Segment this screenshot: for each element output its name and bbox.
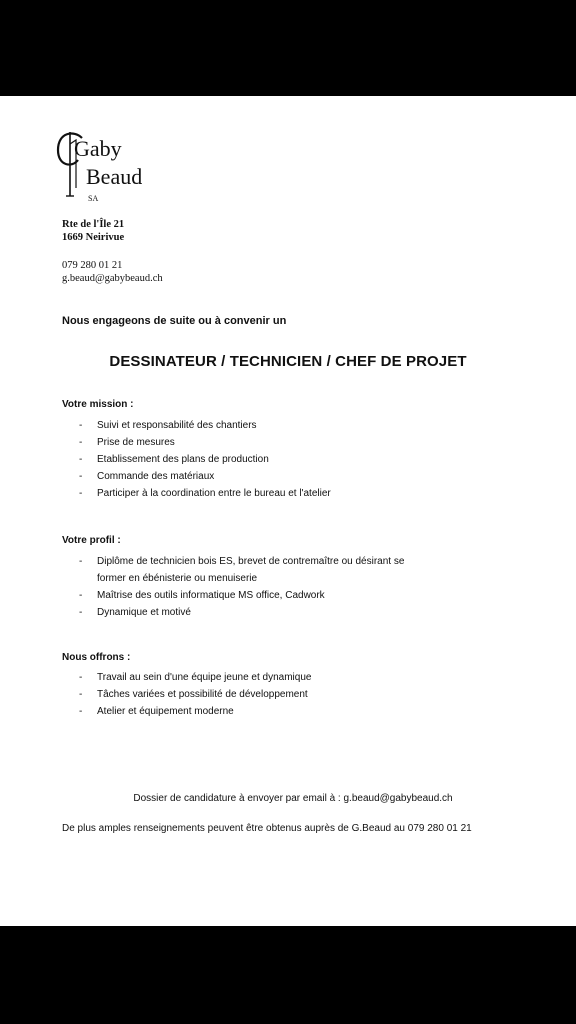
list-item [62, 451, 331, 468]
dash: - [79, 454, 83, 465]
dash: - [79, 471, 83, 482]
list-item [62, 468, 331, 485]
intro-text: Nous engageons de suite ou à convenir un [62, 315, 287, 327]
profil-list [62, 553, 404, 621]
dash: - [79, 420, 83, 431]
info-contact-line: De plus amples renseignements peuvent être obtenus auprès de G.Beaud au 079 280 01 21 [62, 823, 472, 834]
address-street: Rte de l'Île 21 [62, 219, 125, 230]
company-address [62, 218, 124, 244]
document-page [0, 96, 576, 926]
dash: - [79, 607, 83, 618]
list-item-text-continued: former en ébénisterie ou menuiserie [97, 573, 258, 584]
list-item-text: Prise de mesures [97, 437, 175, 448]
company-logo [52, 124, 172, 204]
list-item-text: Tâches variées et possibilité de développement [97, 689, 308, 700]
top-black-bar [0, 0, 576, 96]
list-item [62, 553, 404, 587]
dash: - [79, 689, 83, 700]
list-item [62, 703, 311, 720]
mission-title: Votre mission : [62, 399, 134, 410]
job-title: DESSINATEUR / TECHNICIEN / CHEF DE PROJET [109, 353, 467, 370]
dash: - [79, 590, 83, 601]
dash: - [79, 706, 83, 717]
list-item-text: Dynamique et motivé [97, 607, 191, 618]
dash: - [79, 437, 83, 448]
list-item-text: Suivi et responsabilité des chantiers [97, 420, 257, 431]
logo-sa: SA [88, 194, 99, 203]
list-item-text: Etablissement des plans de production [97, 454, 269, 465]
list-item [62, 686, 311, 703]
list-item [62, 587, 404, 604]
list-item [62, 604, 404, 621]
address-city: 1669 Neirivue [62, 232, 125, 243]
list-item-text: Participer à la coordination entre le bureau et l'atelier [97, 488, 331, 499]
application-instructions: Dossier de candidature à envoyer par email à : g.beaud@gabybeaud.ch [133, 793, 453, 804]
dash: - [79, 672, 83, 683]
contact-phone: 079 280 01 21 [62, 260, 123, 271]
logo-line-gaby: Gaby [74, 136, 122, 161]
offrons-title: Nous offrons : [62, 652, 131, 663]
mission-list [62, 417, 331, 502]
list-item [62, 669, 311, 686]
list-item-text: Diplôme de technicien bois ES, brevet de contremaître ou désirant se [97, 556, 405, 567]
list-item [62, 434, 331, 451]
offrons-list [62, 669, 311, 720]
contact-email: g.beaud@gabybeaud.ch [62, 273, 163, 284]
company-contact [62, 259, 163, 285]
list-item-text: Atelier et équipement moderne [97, 706, 234, 717]
list-item-text: Maîtrise des outils informatique MS office, Cadwork [97, 590, 325, 601]
bottom-black-bar [0, 928, 576, 1024]
dash: - [79, 488, 83, 499]
dash: - [79, 556, 83, 567]
logo-line-beaud: Beaud [86, 164, 143, 189]
profil-title: Votre profil : [62, 535, 121, 546]
list-item [62, 485, 331, 502]
list-item-text: Travail au sein d'une équipe jeune et dynamique [97, 672, 312, 683]
list-item-text: Commande des matériaux [97, 471, 215, 482]
list-item [62, 417, 331, 434]
